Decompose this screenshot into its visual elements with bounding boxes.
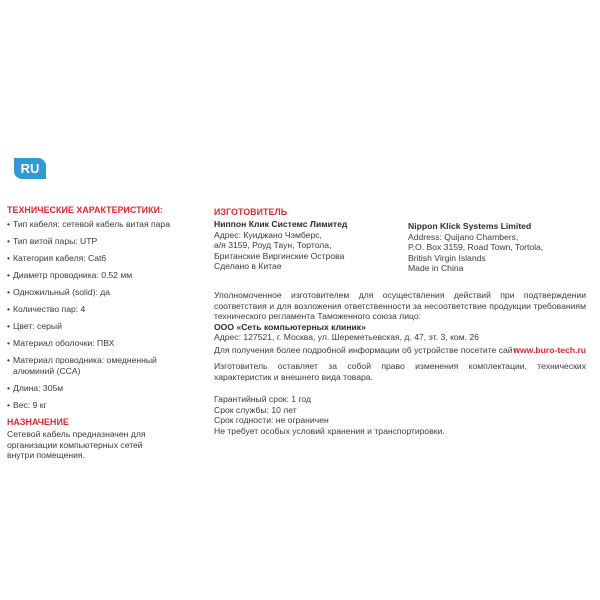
language-badge: RU bbox=[14, 158, 46, 179]
manufacturer-address-line: Сделано в Китае bbox=[214, 261, 282, 271]
spec-item: • Диаметр проводника: 0.52 мм bbox=[7, 270, 133, 280]
info-text: Для получения более подробной информации об устройстве посетите сайт: bbox=[214, 345, 519, 355]
rights-text: Изготовитель оставляет за собой право изменения комплектации, технических характеристик и внешнего вида товара. bbox=[214, 361, 586, 382]
spec-item: • Длина: 305м bbox=[7, 383, 64, 393]
manufacturer-address-line: Made in China bbox=[408, 263, 464, 273]
purpose-line: организации компьютерных сетей bbox=[7, 439, 143, 450]
manufacturer-name-en: Nippon Klick Systems Limited bbox=[408, 221, 532, 231]
spec-item: • Вес: 9 кг bbox=[7, 400, 47, 410]
spec-item: • Тип кабеля: сетевой кабель витая пара bbox=[7, 219, 170, 229]
rights-notice bbox=[214, 361, 586, 382]
manufacturer-address-line: British Virgin Islands bbox=[408, 252, 486, 263]
spec-item: • Материал оболочки: ПВХ bbox=[7, 338, 115, 348]
manufacturer-address-line: Адрес: Куиджано Чэмберс, bbox=[214, 229, 322, 240]
spec-item: • Количество пар: 4 bbox=[7, 304, 86, 314]
manufacturer-name-ru: Ниппон Клик Системс Лимитед bbox=[214, 219, 348, 229]
spec-item: • Цвет: серый bbox=[7, 321, 62, 331]
spec-item: • Материал проводника: омедненный алюминий (CCA) bbox=[7, 355, 157, 376]
spec-list bbox=[7, 219, 197, 411]
warranty-line: Гарантийный срок: 1 год bbox=[214, 394, 312, 404]
spec-item: • Одножильный (solid): да bbox=[7, 287, 111, 297]
warranty-line: Не требует особых условий хранения и транспортировки. bbox=[214, 425, 445, 436]
purpose-heading: НАЗНАЧЕНИЕ bbox=[7, 417, 69, 427]
purpose-section bbox=[7, 417, 197, 461]
manufacturer-address-line: Address: Quijano Chambers, bbox=[408, 231, 519, 242]
authorized-org: ООО «Сеть компьютерных клиник» bbox=[214, 321, 366, 332]
manufacturer-address-line: а/я 3159, Роуд Таун, Тортола, bbox=[214, 240, 332, 250]
info-line bbox=[214, 345, 586, 356]
warranty-line: Срок службы: 10 лет bbox=[214, 404, 297, 415]
authorized-representative bbox=[214, 290, 586, 343]
manufacturer-heading: ИЗГОТОВИТЕЛЬ bbox=[214, 207, 288, 217]
left-column bbox=[7, 205, 197, 461]
purpose-line: внутри помещения. bbox=[7, 450, 85, 460]
manufacturer-en bbox=[408, 221, 588, 274]
manufacturer-ru bbox=[214, 207, 404, 272]
authorized-address: Адрес: 127521, г. Москва, ул. Шереметьевская, д. 47, эт. 3, ком. 26 bbox=[214, 332, 479, 342]
warranty-line: Срок годности: не ограничен bbox=[214, 415, 329, 425]
spec-item: • Категория кабеля: Cat6 bbox=[7, 253, 107, 263]
purpose-line: Сетевой кабель предназначен для bbox=[7, 429, 146, 439]
warranty-section bbox=[214, 394, 586, 436]
manufacturer-address-line: Британские Виргинские Острова bbox=[214, 250, 345, 261]
manufacturer-address-line: P.O. Box 3159, Road Town, Tortola, bbox=[408, 242, 544, 252]
authorized-text: Уполномоченное изготовителем для осуществления действий при подтверждении соответствия и для возложения ответственности за несоответствие продукции требованиям технического регламента Таможенного союза лицо: bbox=[214, 290, 586, 321]
specs-heading: ТЕХНИЧЕСКИЕ ХАРАКТЕРИСТИКИ: bbox=[7, 205, 164, 215]
spec-item: • Тип витой пары: UTP bbox=[7, 236, 98, 246]
website-link[interactable]: www.buro-tech.ru bbox=[513, 345, 586, 355]
